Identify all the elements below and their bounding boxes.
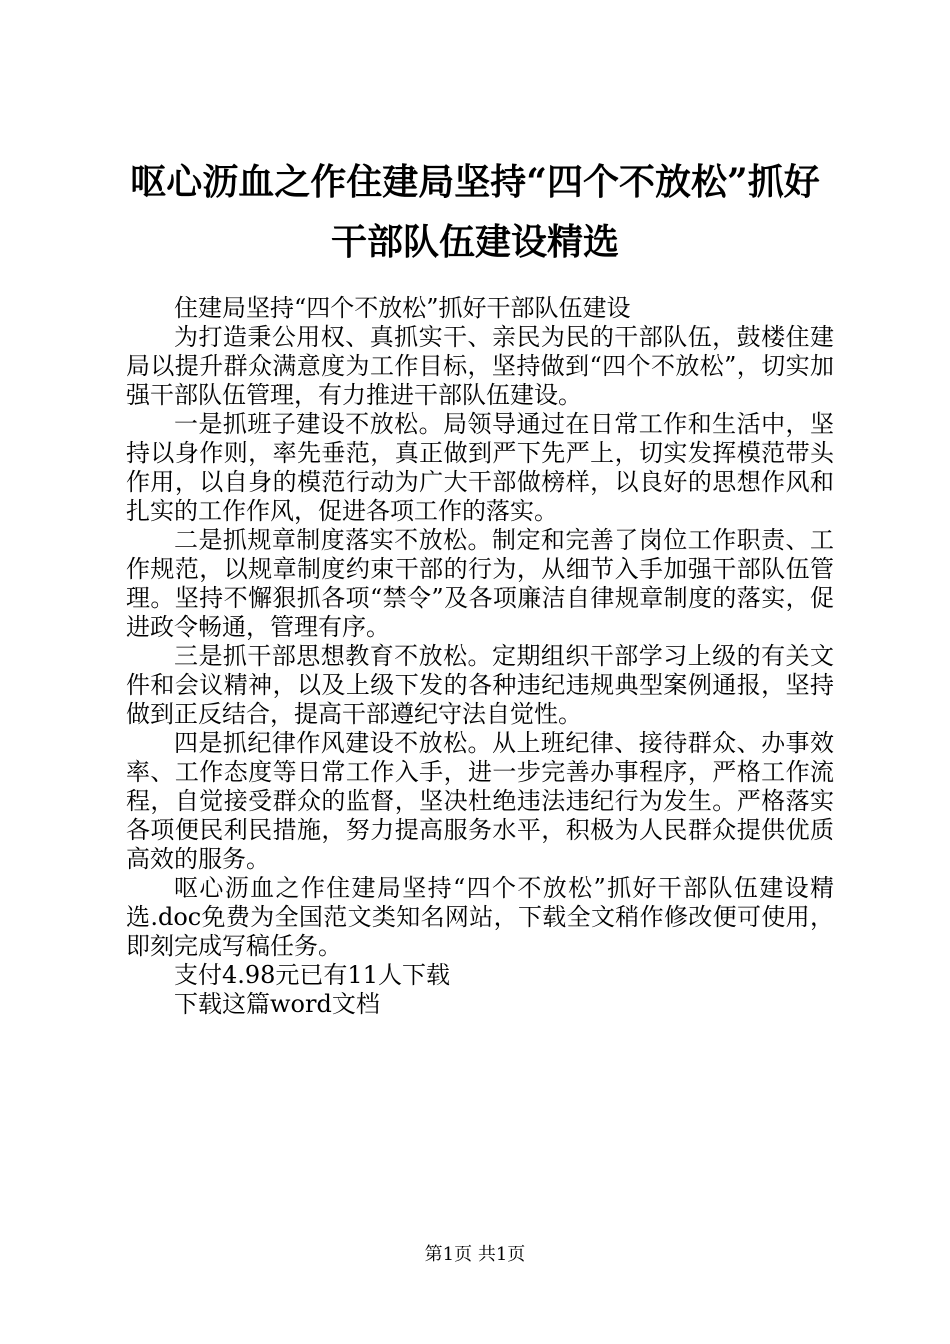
page-number-footer: 第1页 共1页 [424, 1244, 526, 1265]
paragraph-point-2: 二是抓规章制度落实不放松。制定和完善了岗位工作职责、工作规范，以规章制度约束干部的行为，从细节入手加强干部队伍管理。坚持不懈狠抓各项“禁令”及各项廉洁自律规章制度的落实，促进政令畅通，管理有序。 [126, 526, 834, 641]
paragraph-point-1: 一是抓班子建设不放松。局领导通过在日常工作和生活中，坚持以身作则，率先垂范，真正做到严下先严上，切实发挥模范带头作用，以自身的模范行动为广大干部做榜样，以良好的思想作风和扎实的工作作风，促进各项工作的落实。 [126, 410, 834, 525]
download-word-link[interactable]: 下载这篇word文档 [174, 990, 380, 1018]
download-count-text: 支付4.98元已有11人下载 [174, 961, 450, 989]
paragraph-promo: 呕心沥血之作住建局坚持“四个不放松”抓好干部队伍建设精选.doc免费为全国范文类知名网站，下载全文稍作修改便可使用，即刻完成写稿任务。 [126, 874, 834, 960]
paragraph-point-4: 四是抓纪律作风建设不放松。从上班纪律、接待群众、办事效率、工作态度等日常工作入手，进一步完善办事程序，严格工作流程，自觉接受群众的监督，坚决杜绝违法违纪行为发生。严格落实各项便民利民措施，努力提高服务水平，积极为人民群众提供优质高效的服务。 [126, 729, 834, 873]
document-title-line-2: 干部队伍建设精选 [330, 221, 619, 263]
paragraph-subtitle: 住建局坚持“四个不放松”抓好干部队伍建设 [174, 294, 631, 322]
document-body [126, 294, 834, 1019]
paragraph-point-3: 三是抓干部思想教育不放松。定期组织干部学习上级的有关文件和会议精神，以及上级下发的各种违纪违规典型案例通报，坚持做到正反结合，提高干部遵纪守法自觉性。 [126, 642, 834, 728]
document-title-line-1: 呕心沥血之作住建局坚持“四个不放松”抓好 [130, 161, 820, 203]
paragraph-intro: 为打造秉公用权、真抓实干、亲民为民的干部队伍，鼓楼住建局以提升群众满意度为工作目标，坚持做到“四个不放松”，切实加强干部队伍管理，有力推进干部队伍建设。 [126, 323, 834, 409]
